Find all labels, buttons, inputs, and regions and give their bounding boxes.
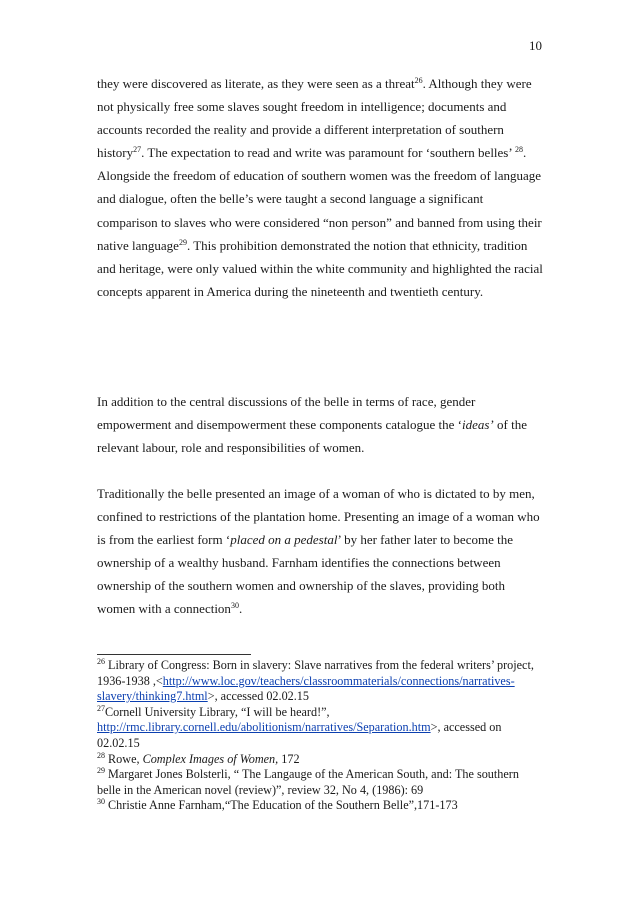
footnote-27-accessed: >, accessed on 02.02.15 (97, 720, 502, 750)
footnote-30 (97, 798, 545, 814)
footnote-ref-27[interactable]: 27 (133, 145, 142, 155)
footnote-27-link[interactable]: http://rmc.library.cornell.edu/abolitionism/narratives/Separation.htm (97, 720, 431, 735)
footnote-26-text: Library of Congress: Born in slavery: Slave narratives from the federal writers’ project, 1936-1938 ,< (97, 658, 534, 688)
para1-text-3: . The expectation to read and write was paramount for ‘southern belles’ (141, 145, 515, 161)
para2-text-1: In addition to the central discussions of the belle in terms of race, gender empowerment and disempowerment these components catalogue the ‘ (97, 394, 476, 433)
page-number: 10 (529, 38, 542, 53)
para3-italic: placed on a pedestal (230, 532, 338, 548)
footnote-27 (97, 705, 545, 752)
footnotes (97, 658, 545, 814)
footnote-27-number: 27 (97, 703, 105, 713)
para2-italic: ideas’ (461, 417, 494, 433)
footnote-26-link[interactable]: http://www.loc.gov/teachers/classroommaterials/connections/narratives-slavery/thinking7.html (97, 673, 515, 704)
para1-text-5: . This prohibition demonstrated the notion that ethnicity, tradition and heritage, were only valued within the white community and highlighted the racial concepts apparent in America during the nineteenth and twentieth century. (97, 237, 543, 299)
footnote-26-accessed: >, accessed 02.02.15 (207, 689, 309, 704)
footnote-28-number: 28 (97, 750, 105, 760)
footnote-divider (97, 654, 251, 655)
footnote-27-text: Cornell University Library, “I will be heard!”, (105, 704, 330, 719)
para3-text-1: Traditionally the belle presented an image of a woman of who is dictated to by men, confined to restrictions of the plantation home. Presenting an image of a woman who is from the earliest form ‘ (97, 486, 540, 548)
footnote-28-title: Complex Images of Women, (142, 751, 279, 766)
para3-text-3: . (238, 601, 243, 617)
footnote-30-number: 30 (97, 797, 105, 807)
para1-text-4: . Alongside the freedom of education of southern women was the freedom of language and dialogue, often the belle’s were taught a second language a significant comparison to slaves who were considered “non person” and banned from using their native language (97, 145, 542, 253)
footnote-ref-28[interactable]: 28 (514, 145, 523, 155)
footnote-29-number: 29 (97, 766, 105, 776)
para1-text-2: . Although they were not physically free some slaves sought freedom in intelligence; documents and accounts recorded the reality and provide a different interpretation of southern history (97, 76, 532, 161)
paragraph-1 (97, 72, 545, 303)
paragraph-2 (97, 390, 545, 459)
footnote-26-number: 26 (97, 657, 105, 666)
para1-text-1: they were discovered as literate, as they were seen as a threat (97, 76, 415, 91)
footnote-ref-29[interactable]: 29 (178, 237, 187, 247)
footnote-ref-30[interactable]: 30 (230, 601, 239, 611)
footnote-30-text: Christie Anne Farnham,“The Education of the Southern Belle”,171-173 (105, 798, 458, 813)
para2-text-2: of the relevant labour, role and responsibilities of women. (97, 417, 527, 456)
footnote-28-page: 172 (278, 751, 300, 766)
footnote-ref-26[interactable]: 26 (414, 76, 423, 85)
paragraph-3 (97, 482, 545, 621)
footnote-29 (97, 767, 545, 798)
footnote-29-text: Margaret Jones Bolsterli, “ The Langauge of the American South, and: The southern belle in the American novel (review)”, review 32, No 4, (1986): 69 (97, 767, 519, 797)
para3-text-2: ’ by her father later to become the ownership of a wealthy husband. Farnham identifies the connections between ownership of the southern women and ownership of the slaves, providing both women with a connection (97, 532, 513, 617)
footnote-28 (97, 752, 545, 768)
footnote-28-text: Rowe, (105, 751, 143, 766)
footnote-26 (97, 658, 545, 705)
